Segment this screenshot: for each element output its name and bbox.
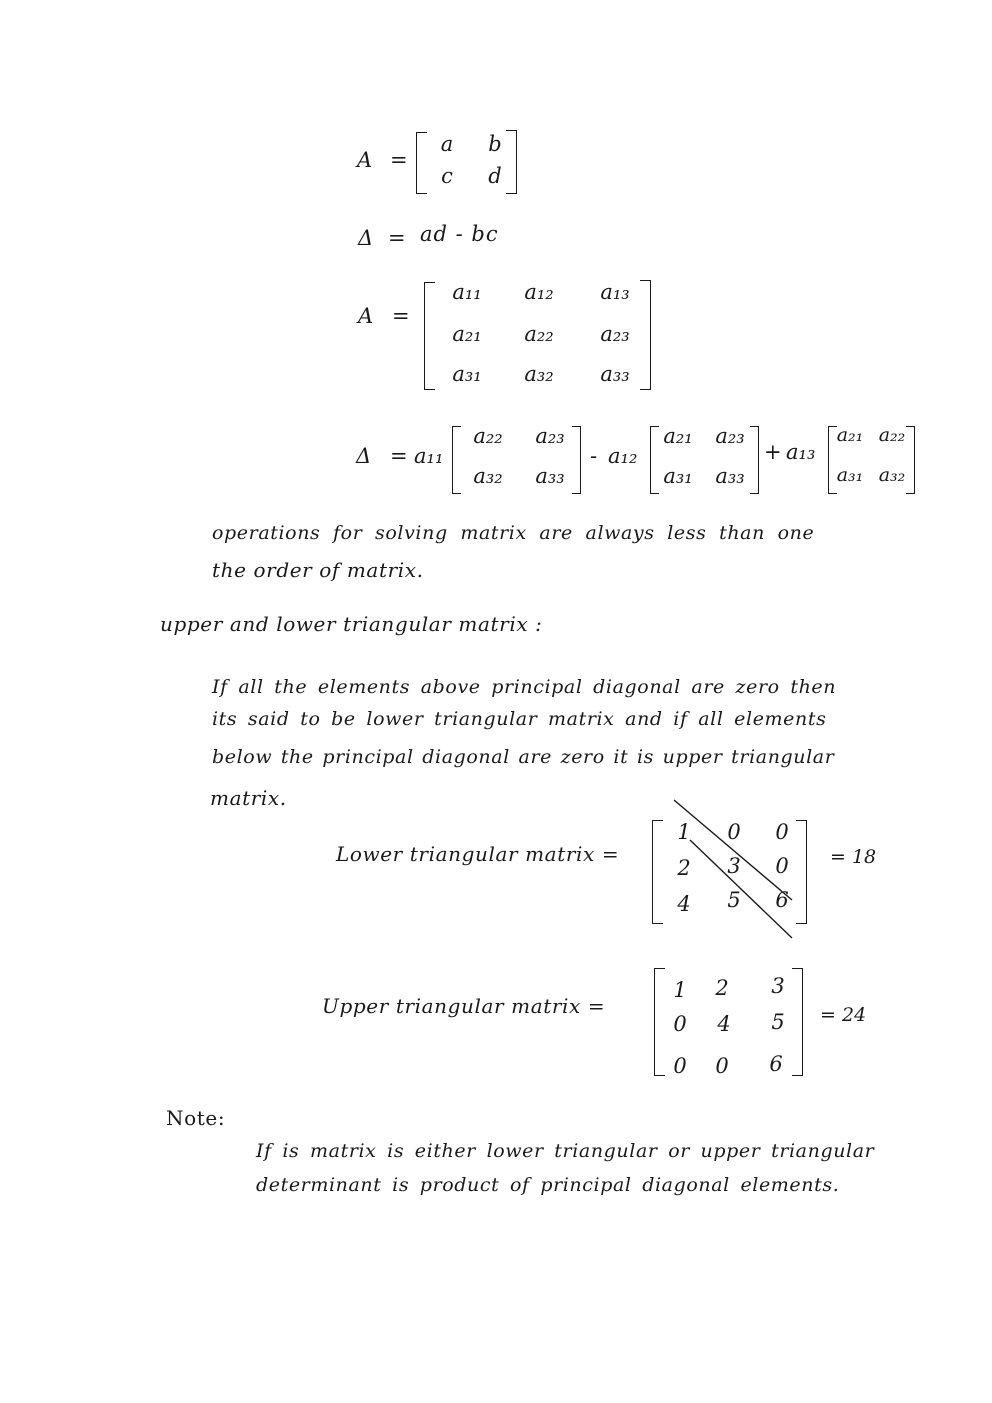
matrix-2x2-cell: b xyxy=(488,132,502,156)
minor-2-cell: a₃₁ xyxy=(663,464,693,488)
lower-matrix-cell: 3 xyxy=(727,854,741,878)
minor-1-cell: a₂₂ xyxy=(473,424,503,448)
note-line-2: determinant is product of principal diagonal elements. xyxy=(256,1174,840,1196)
delta-symbol: Δ xyxy=(358,226,374,250)
det3-minus: - xyxy=(590,444,598,468)
lower-matrix-cell: 4 xyxy=(677,892,691,916)
upper-matrix-cell: 5 xyxy=(771,1010,785,1034)
upper-matrix-cell: 1 xyxy=(673,978,687,1002)
upper-result: = 24 xyxy=(820,1004,867,1026)
upper-matrix-cell: 2 xyxy=(715,976,729,1000)
matrix-3x3-cell: a₂₃ xyxy=(600,322,630,346)
matrix-3x3-cell: a₁₂ xyxy=(524,280,554,304)
minor-3-cell: a₂₂ xyxy=(878,424,906,446)
minor-2-cell: a₂₃ xyxy=(715,424,745,448)
lower-matrix-cell: 5 xyxy=(727,888,741,912)
triangular-para-line: below the principal diagonal are zero it is upper triangular xyxy=(212,746,835,768)
note-line-1: If is matrix is either lower triangular or upper triangular xyxy=(256,1140,875,1162)
lower-matrix-cell: 0 xyxy=(727,820,741,844)
diagonal-line-lower xyxy=(690,840,792,938)
lower-matrix-cell: 2 xyxy=(677,856,691,880)
operations-line-2: the order of matrix. xyxy=(212,558,424,582)
matrix-2x2-equals: = xyxy=(390,148,408,172)
triangular-heading: upper and lower triangular matrix : xyxy=(160,612,543,636)
matrix-3x3-cell: a₃₂ xyxy=(524,362,554,386)
upper-matrix-cell: 6 xyxy=(769,1052,783,1076)
minor-3-cell: a₃₂ xyxy=(878,464,906,486)
minor-3-cell: a₂₁ xyxy=(836,424,864,446)
matrix-2x2-cell: d xyxy=(488,164,502,188)
lower-matrix-cell: 6 xyxy=(775,888,789,912)
lower-matrix-cell: 0 xyxy=(775,820,789,844)
det3-coef-1: a₁₁ xyxy=(414,444,444,468)
upper-matrix-cell: 0 xyxy=(715,1054,729,1078)
upper-matrix-cell: 3 xyxy=(771,974,785,998)
lower-result: = 18 xyxy=(830,846,877,868)
matrix-3x3-cell: a₂₁ xyxy=(452,322,482,346)
minor-1-cell: a₂₃ xyxy=(535,424,565,448)
det2-equals: = xyxy=(388,226,406,250)
triangular-para-line: matrix. xyxy=(210,786,287,810)
minor-1-cell: a₃₂ xyxy=(473,464,503,488)
note-title: Note: xyxy=(166,1106,226,1130)
diagonal-line-upper xyxy=(674,800,792,900)
right-bracket xyxy=(792,968,803,1076)
matrix-3x3-cell: a₃₁ xyxy=(452,362,482,386)
lower-triangular-label: Lower triangular matrix = xyxy=(336,842,620,866)
minor-2-cell: a₂₁ xyxy=(663,424,693,448)
det3-plus: + xyxy=(764,440,782,464)
delta-symbol: Δ xyxy=(356,444,372,468)
upper-triangular-label: Upper triangular matrix = xyxy=(322,994,606,1018)
det3-equals: = xyxy=(390,444,408,468)
det3-coef-2: a₁₂ xyxy=(608,444,638,468)
lower-matrix-cell: 1 xyxy=(677,820,691,844)
upper-matrix-cell: 4 xyxy=(717,1012,731,1036)
minor-1-cell: a₃₃ xyxy=(535,464,565,488)
matrix-2x2-cell: c xyxy=(441,164,453,188)
matrix-3x3-cell: a₁₃ xyxy=(600,280,630,304)
matrix-3x3-cell: a₂₂ xyxy=(524,322,554,346)
matrix-3x3-equals: = xyxy=(392,304,410,328)
upper-matrix-cell: 0 xyxy=(673,1012,687,1036)
operations-line-1: operations for solving matrix are always less than one xyxy=(212,522,815,544)
det3-coef-3: a₁₃ xyxy=(786,440,816,464)
minor-2-cell: a₃₃ xyxy=(715,464,745,488)
matrix-2x2-label: A xyxy=(357,148,373,172)
matrix-3x3-label: A xyxy=(358,304,374,328)
lower-matrix-cell: 0 xyxy=(775,854,789,878)
matrix-3x3-cell: a₃₃ xyxy=(600,362,630,386)
matrix-2x2-cell: a xyxy=(440,132,454,156)
det2-expression: ad - bc xyxy=(420,222,499,246)
minor-3-cell: a₃₁ xyxy=(836,464,864,486)
triangular-para-line: its said to be lower triangular matrix and if all elements xyxy=(212,708,827,730)
matrix-3x3-cell: a₁₁ xyxy=(452,280,482,304)
upper-matrix-cell: 0 xyxy=(673,1054,687,1078)
triangular-para-line: If all the elements above principal diagonal are zero then xyxy=(212,676,837,698)
